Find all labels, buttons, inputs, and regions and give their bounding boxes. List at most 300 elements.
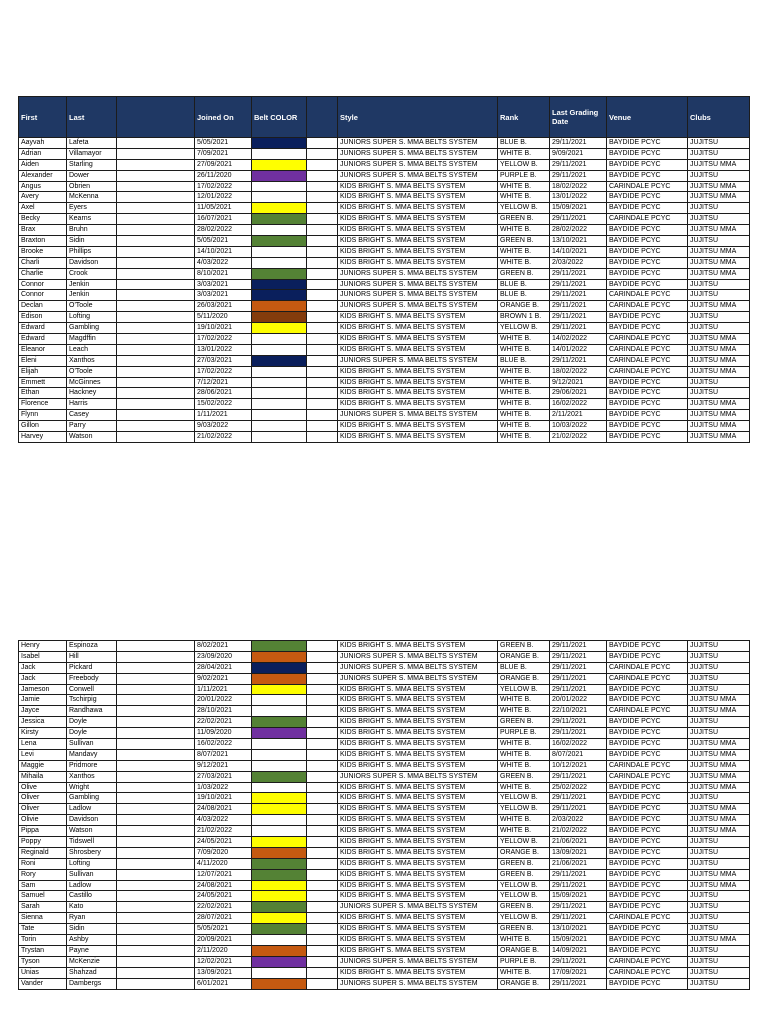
cell-last-grading-date: 29/11/2021 (550, 913, 607, 924)
cell-last-grading-date: 9/09/2021 (550, 148, 607, 159)
cell-rank: GREEN B. (498, 236, 550, 247)
cell-last-grading-date: 29/11/2021 (550, 978, 607, 989)
table-row (19, 706, 750, 717)
header-clubs: Clubs (688, 97, 750, 138)
cell-belt-color (252, 399, 307, 410)
cell-style: KIDS BRIGHT S. MMA BELTS SYSTEM (338, 913, 498, 924)
cell-blank (117, 913, 195, 924)
cell-rank: WHITE B. (498, 366, 550, 377)
cell-blank (307, 334, 338, 345)
cell-first: Aayvah (19, 138, 67, 149)
cell-last: Davidson (67, 257, 117, 268)
cell-style: JUNIORS SUPER S. MMA BELTS SYSTEM (338, 159, 498, 170)
cell-last-grading-date: 29/06/2021 (550, 388, 607, 399)
cell-blank (307, 826, 338, 837)
cell-last-grading-date: 16/02/2022 (550, 739, 607, 750)
cell-rank: WHITE B. (498, 432, 550, 443)
cell-belt-color (252, 891, 307, 902)
cell-clubs: JUJITSU (688, 924, 750, 935)
cell-last: Payne (67, 945, 117, 956)
cell-style: JUNIORS SUPER S. MMA BELTS SYSTEM (338, 138, 498, 149)
cell-rank: GREEN B. (498, 641, 550, 652)
cell-venue: BAYDIDE PCYC (607, 891, 688, 902)
cell-last: Castillo (67, 891, 117, 902)
cell-first: Sam (19, 880, 67, 891)
cell-rank: BLUE B. (498, 662, 550, 673)
cell-style: KIDS BRIGHT S. MMA BELTS SYSTEM (338, 826, 498, 837)
cell-venue: BAYDIDE PCYC (607, 847, 688, 858)
cell-venue: BAYDIDE PCYC (607, 695, 688, 706)
cell-last: Villamayor (67, 148, 117, 159)
cell-rank: ORANGE B. (498, 651, 550, 662)
cell-blank (117, 739, 195, 750)
cell-last: Watson (67, 432, 117, 443)
cell-first: Olive (19, 782, 67, 793)
cell-blank (117, 651, 195, 662)
cell-joined-on: 14/10/2021 (195, 246, 252, 257)
cell-belt-color (252, 662, 307, 673)
cell-rank: BLUE B. (498, 138, 550, 149)
cell-belt-color (252, 388, 307, 399)
table-row (19, 214, 750, 225)
cell-style: JUNIORS SUPER S. MMA BELTS SYSTEM (338, 651, 498, 662)
cell-last-grading-date: 20/01/2022 (550, 695, 607, 706)
cell-venue: CARINDALE PCYC (607, 760, 688, 771)
cell-joined-on: 13/09/2021 (195, 967, 252, 978)
cell-style: KIDS BRIGHT S. MMA BELTS SYSTEM (338, 399, 498, 410)
cell-belt-color (252, 760, 307, 771)
cell-blank (117, 771, 195, 782)
cell-belt-color (252, 967, 307, 978)
cell-joined-on: 3/03/2021 (195, 290, 252, 301)
cell-first: Levi (19, 749, 67, 760)
cell-first: Jack (19, 662, 67, 673)
cell-last-grading-date: 21/06/2021 (550, 858, 607, 869)
cell-last-grading-date: 2/11/2021 (550, 410, 607, 421)
cell-rank: YELLOW B. (498, 804, 550, 815)
cell-venue: BAYDIDE PCYC (607, 323, 688, 334)
cell-style: KIDS BRIGHT S. MMA BELTS SYSTEM (338, 858, 498, 869)
cell-first: Charlie (19, 268, 67, 279)
cell-blank (117, 706, 195, 717)
cell-last: Ashby (67, 935, 117, 946)
cell-blank (307, 935, 338, 946)
cell-joined-on: 16/02/2022 (195, 739, 252, 750)
cell-rank: YELLOW B. (498, 793, 550, 804)
cell-clubs: JUJITSU (688, 641, 750, 652)
cell-last-grading-date: 29/11/2021 (550, 728, 607, 739)
cell-venue: BAYDIDE PCYC (607, 815, 688, 826)
cell-last-grading-date: 9/12/2021 (550, 377, 607, 388)
cell-last-grading-date: 29/11/2021 (550, 902, 607, 913)
table-row (19, 869, 750, 880)
cell-joined-on: 9/12/2021 (195, 760, 252, 771)
cell-blank (117, 935, 195, 946)
cell-blank (307, 662, 338, 673)
cell-clubs: JUJITSU MMA (688, 826, 750, 837)
cell-last: Xanthos (67, 771, 117, 782)
cell-style: JUNIORS SUPER S. MMA BELTS SYSTEM (338, 268, 498, 279)
cell-last: Eyers (67, 203, 117, 214)
cell-first: Eleanor (19, 344, 67, 355)
cell-joined-on: 28/07/2021 (195, 913, 252, 924)
cell-belt-color (252, 138, 307, 149)
cell-rank: GREEN B. (498, 858, 550, 869)
cell-last: Doyle (67, 728, 117, 739)
cell-venue: BAYDIDE PCYC (607, 869, 688, 880)
cell-rank: WHITE B. (498, 334, 550, 345)
cell-last-grading-date: 29/11/2021 (550, 651, 607, 662)
cell-last: Obrien (67, 181, 117, 192)
cell-first: Adrian (19, 148, 67, 159)
cell-clubs: JUJITSU MMA (688, 432, 750, 443)
cell-belt-color (252, 793, 307, 804)
cell-blank (307, 945, 338, 956)
cell-blank (117, 717, 195, 728)
cell-style: JUNIORS SUPER S. MMA BELTS SYSTEM (338, 956, 498, 967)
cell-belt-color (252, 312, 307, 323)
cell-first: Jameson (19, 684, 67, 695)
cell-style: JUNIORS SUPER S. MMA BELTS SYSTEM (338, 301, 498, 312)
cell-joined-on: 24/05/2021 (195, 891, 252, 902)
cell-blank (117, 967, 195, 978)
cell-clubs: JUJITSU (688, 728, 750, 739)
cell-first: Emmett (19, 377, 67, 388)
cell-blank (117, 312, 195, 323)
cell-first: Mihaila (19, 771, 67, 782)
cell-blank (117, 323, 195, 334)
cell-rank: BROWN 1 B. (498, 312, 550, 323)
cell-last-grading-date: 10/12/2021 (550, 760, 607, 771)
cell-venue: BAYDIDE PCYC (607, 159, 688, 170)
table-row (19, 924, 750, 935)
cell-belt-color (252, 771, 307, 782)
cell-first: Tate (19, 924, 67, 935)
cell-last: Bruhn (67, 225, 117, 236)
cell-clubs: JUJITSU (688, 717, 750, 728)
cell-clubs: JUJITSU (688, 312, 750, 323)
cell-belt-color (252, 268, 307, 279)
cell-venue: BAYDIDE PCYC (607, 924, 688, 935)
cell-clubs: JUJITSU MMA (688, 782, 750, 793)
cell-rank: WHITE B. (498, 706, 550, 717)
cell-last: Lofting (67, 858, 117, 869)
cell-clubs: JUJITSU (688, 891, 750, 902)
cell-belt-color (252, 432, 307, 443)
cell-venue: CARINDALE PCYC (607, 214, 688, 225)
cell-joined-on: 8/07/2021 (195, 749, 252, 760)
cell-blank (307, 246, 338, 257)
cell-style: KIDS BRIGHT S. MMA BELTS SYSTEM (338, 377, 498, 388)
cell-first: Edison (19, 312, 67, 323)
table-row (19, 170, 750, 181)
cell-blank (307, 793, 338, 804)
cell-joined-on: 5/05/2021 (195, 138, 252, 149)
cell-blank (307, 279, 338, 290)
cell-blank (117, 148, 195, 159)
header-row (19, 97, 750, 138)
cell-blank (117, 760, 195, 771)
cell-venue: BAYDIDE PCYC (607, 268, 688, 279)
cell-last: Jenkin (67, 290, 117, 301)
cell-clubs: JUJITSU MMA (688, 804, 750, 815)
cell-last-grading-date: 10/03/2022 (550, 421, 607, 432)
cell-style: JUNIORS SUPER S. MMA BELTS SYSTEM (338, 290, 498, 301)
cell-blank (117, 410, 195, 421)
cell-last-grading-date: 2/03/2022 (550, 257, 607, 268)
cell-style: KIDS BRIGHT S. MMA BELTS SYSTEM (338, 739, 498, 750)
cell-last-grading-date: 29/11/2021 (550, 804, 607, 815)
cell-clubs: JUJITSU MMA (688, 749, 750, 760)
cell-venue: BAYDIDE PCYC (607, 203, 688, 214)
cell-rank: PURPLE B. (498, 728, 550, 739)
cell-belt-color (252, 225, 307, 236)
cell-rank: WHITE B. (498, 181, 550, 192)
cell-rank: BLUE B. (498, 355, 550, 366)
cell-blank (117, 181, 195, 192)
cell-joined-on: 19/10/2021 (195, 323, 252, 334)
cell-last: Parry (67, 421, 117, 432)
cell-blank (117, 826, 195, 837)
cell-joined-on: 5/11/2020 (195, 312, 252, 323)
cell-clubs: JUJITSU MMA (688, 344, 750, 355)
cell-style: KIDS BRIGHT S. MMA BELTS SYSTEM (338, 869, 498, 880)
cell-belt-color (252, 148, 307, 159)
cell-belt-color (252, 945, 307, 956)
cell-style: KIDS BRIGHT S. MMA BELTS SYSTEM (338, 804, 498, 815)
cell-last-grading-date: 17/09/2021 (550, 967, 607, 978)
cell-clubs: JUJITSU MMA (688, 760, 750, 771)
cell-blank (307, 804, 338, 815)
cell-blank (307, 967, 338, 978)
cell-joined-on: 27/03/2021 (195, 771, 252, 782)
cell-last: Leach (67, 344, 117, 355)
cell-blank (117, 268, 195, 279)
cell-last-grading-date: 29/11/2021 (550, 717, 607, 728)
cell-clubs: JUJITSU (688, 956, 750, 967)
cell-last: Xanthos (67, 355, 117, 366)
cell-rank: YELLOW B. (498, 913, 550, 924)
cell-rank: GREEN B. (498, 771, 550, 782)
cell-last: Doyle (67, 717, 117, 728)
cell-clubs: JUJITSU MMA (688, 355, 750, 366)
cell-blank (307, 869, 338, 880)
cell-rank: WHITE B. (498, 257, 550, 268)
cell-rank: WHITE B. (498, 246, 550, 257)
table-row (19, 344, 750, 355)
cell-rank: YELLOW B. (498, 880, 550, 891)
cell-blank (117, 793, 195, 804)
cell-rank: YELLOW B. (498, 203, 550, 214)
cell-venue: BAYDIDE PCYC (607, 858, 688, 869)
cell-belt-color (252, 203, 307, 214)
cell-first: Henry (19, 641, 67, 652)
cell-blank (307, 749, 338, 760)
cell-last-grading-date: 29/11/2021 (550, 301, 607, 312)
cell-first: Jamie (19, 695, 67, 706)
cell-style: KIDS BRIGHT S. MMA BELTS SYSTEM (338, 641, 498, 652)
cell-first: Declan (19, 301, 67, 312)
cell-last: Harris (67, 399, 117, 410)
cell-blank (117, 159, 195, 170)
cell-last-grading-date: 15/09/2021 (550, 891, 607, 902)
cell-clubs: JUJITSU MMA (688, 192, 750, 203)
cell-last-grading-date: 29/11/2021 (550, 793, 607, 804)
cell-first: Rory (19, 869, 67, 880)
cell-last-grading-date: 29/11/2021 (550, 355, 607, 366)
cell-joined-on: 26/03/2021 (195, 301, 252, 312)
cell-joined-on: 17/02/2022 (195, 334, 252, 345)
cell-joined-on: 27/03/2021 (195, 355, 252, 366)
cell-last-grading-date: 16/02/2022 (550, 399, 607, 410)
cell-clubs: JUJITSU MMA (688, 301, 750, 312)
cell-blank (307, 432, 338, 443)
cell-last: Ladlow (67, 880, 117, 891)
cell-joined-on: 24/08/2021 (195, 804, 252, 815)
cell-style: KIDS BRIGHT S. MMA BELTS SYSTEM (338, 366, 498, 377)
cell-rank: WHITE B. (498, 192, 550, 203)
cell-belt-color (252, 214, 307, 225)
cell-joined-on: 17/02/2022 (195, 366, 252, 377)
cell-belt-color (252, 246, 307, 257)
cell-last-grading-date: 21/02/2022 (550, 826, 607, 837)
cell-last: Hackney (67, 388, 117, 399)
cell-belt-color (252, 956, 307, 967)
cell-belt-color (252, 366, 307, 377)
cell-first: Trystan (19, 945, 67, 956)
cell-first: Poppy (19, 837, 67, 848)
cell-blank (307, 782, 338, 793)
cell-blank (307, 978, 338, 989)
cell-joined-on: 20/09/2021 (195, 935, 252, 946)
cell-style: JUNIORS SUPER S. MMA BELTS SYSTEM (338, 410, 498, 421)
table-row (19, 279, 750, 290)
cell-last: Lafeta (67, 138, 117, 149)
cell-style: JUNIORS SUPER S. MMA BELTS SYSTEM (338, 978, 498, 989)
cell-last: Phillips (67, 246, 117, 257)
cell-last-grading-date: 29/11/2021 (550, 268, 607, 279)
cell-rank: ORANGE B. (498, 978, 550, 989)
cell-first: Eleni (19, 355, 67, 366)
cell-venue: CARINDALE PCYC (607, 913, 688, 924)
cell-style: KIDS BRIGHT S. MMA BELTS SYSTEM (338, 793, 498, 804)
cell-belt-color (252, 739, 307, 750)
table-row (19, 257, 750, 268)
table-row (19, 956, 750, 967)
cell-style: KIDS BRIGHT S. MMA BELTS SYSTEM (338, 945, 498, 956)
cell-rank: ORANGE B. (498, 673, 550, 684)
cell-blank (117, 804, 195, 815)
cell-joined-on: 9/02/2021 (195, 673, 252, 684)
cell-venue: CARINDALE PCYC (607, 301, 688, 312)
cell-joined-on: 28/04/2021 (195, 662, 252, 673)
cell-last-grading-date: 18/02/2022 (550, 366, 607, 377)
cell-venue: BAYDIDE PCYC (607, 432, 688, 443)
cell-last: Pickard (67, 662, 117, 673)
cell-rank: WHITE B. (498, 935, 550, 946)
cell-belt-color (252, 826, 307, 837)
cell-venue: BAYDIDE PCYC (607, 902, 688, 913)
table-body (19, 138, 750, 443)
cell-blank (307, 858, 338, 869)
cell-last-grading-date: 29/11/2021 (550, 771, 607, 782)
table-row (19, 760, 750, 771)
cell-clubs: JUJITSU (688, 148, 750, 159)
cell-style: KIDS BRIGHT S. MMA BELTS SYSTEM (338, 344, 498, 355)
cell-last-grading-date: 29/11/2021 (550, 170, 607, 181)
table-row (19, 236, 750, 247)
cell-clubs: JUJITSU MMA (688, 880, 750, 891)
cell-clubs: JUJITSU (688, 945, 750, 956)
cell-belt-color (252, 837, 307, 848)
cell-style: KIDS BRIGHT S. MMA BELTS SYSTEM (338, 312, 498, 323)
cell-belt-color (252, 880, 307, 891)
cell-joined-on: 4/11/2020 (195, 858, 252, 869)
cell-venue: BAYDIDE PCYC (607, 804, 688, 815)
cell-blank (117, 138, 195, 149)
table-row (19, 399, 750, 410)
cell-belt-color (252, 913, 307, 924)
cell-clubs: JUJITSU (688, 214, 750, 225)
cell-clubs: JUJITSU (688, 967, 750, 978)
cell-style: JUNIORS SUPER S. MMA BELTS SYSTEM (338, 355, 498, 366)
cell-blank (307, 148, 338, 159)
cell-blank (117, 869, 195, 880)
cell-joined-on: 13/01/2022 (195, 344, 252, 355)
cell-venue: BAYDIDE PCYC (607, 192, 688, 203)
table-row (19, 268, 750, 279)
cell-clubs: JUJITSU (688, 847, 750, 858)
table-row (19, 837, 750, 848)
cell-blank (117, 214, 195, 225)
cell-joined-on: 15/02/2022 (195, 399, 252, 410)
cell-belt-color (252, 301, 307, 312)
cell-blank (117, 728, 195, 739)
cell-last-grading-date: 13/01/2022 (550, 192, 607, 203)
cell-rank: BLUE B. (498, 290, 550, 301)
cell-belt-color (252, 924, 307, 935)
table-row (19, 847, 750, 858)
cell-venue: BAYDIDE PCYC (607, 388, 688, 399)
cell-last: Ladlow (67, 804, 117, 815)
cell-blank (117, 782, 195, 793)
cell-first: Aiden (19, 159, 67, 170)
cell-clubs: JUJITSU (688, 662, 750, 673)
cell-last: Shrosbery (67, 847, 117, 858)
cell-joined-on: 16/07/2021 (195, 214, 252, 225)
table-row (19, 913, 750, 924)
cell-blank (307, 312, 338, 323)
cell-first: Isabel (19, 651, 67, 662)
cell-joined-on: 21/02/2022 (195, 432, 252, 443)
cell-rank: ORANGE B. (498, 301, 550, 312)
cell-belt-color (252, 902, 307, 913)
cell-venue: BAYDIDE PCYC (607, 170, 688, 181)
cell-style: KIDS BRIGHT S. MMA BELTS SYSTEM (338, 388, 498, 399)
cell-rank: GREEN B. (498, 902, 550, 913)
cell-rank: GREEN B. (498, 717, 550, 728)
cell-blank (307, 257, 338, 268)
table-row (19, 159, 750, 170)
cell-joined-on: 3/03/2021 (195, 279, 252, 290)
cell-first: Oliver (19, 793, 67, 804)
cell-blank (307, 203, 338, 214)
cell-last-grading-date: 15/09/2021 (550, 203, 607, 214)
cell-joined-on: 23/09/2020 (195, 651, 252, 662)
cell-venue: CARINDALE PCYC (607, 706, 688, 717)
cell-blank (307, 673, 338, 684)
cell-blank (307, 192, 338, 203)
